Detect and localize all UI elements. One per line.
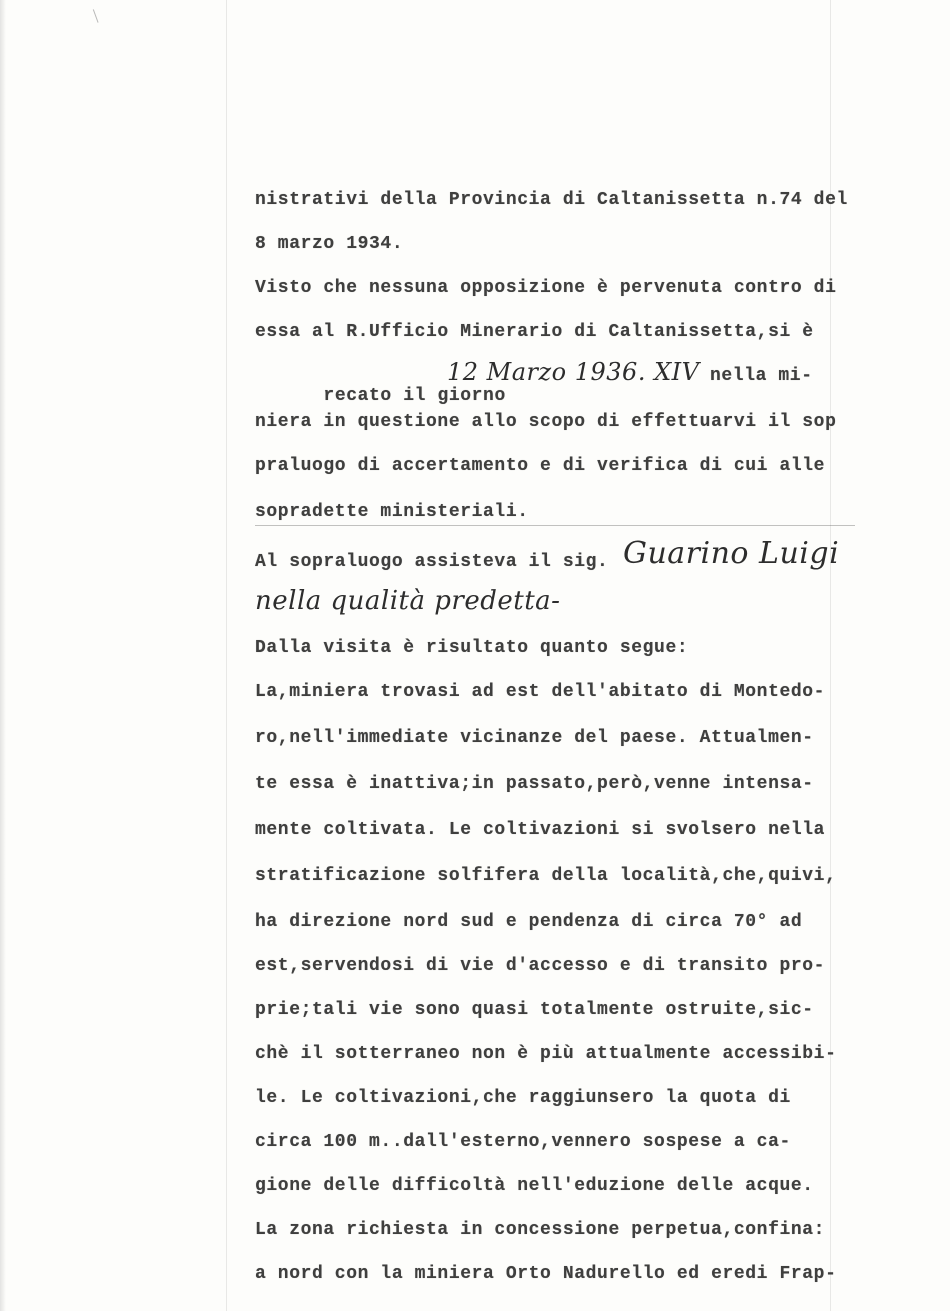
scan-mark bbox=[93, 7, 104, 23]
text-line: praluogo di accertamento e di verifica di cui alle bbox=[255, 456, 826, 476]
text-line: ro,nell'immediate vicinanze del paese. Attualmen- bbox=[255, 728, 814, 748]
text-line: a nord con la miniera Orto Nadurello ed eredi Frap- bbox=[255, 1264, 837, 1284]
text-line: La,miniera trovasi ad est dell'abitato di Montedo- bbox=[255, 682, 826, 702]
text-line: sopradette ministeriali. bbox=[255, 502, 529, 522]
text-line: 8 marzo 1934. bbox=[255, 234, 404, 254]
scan-edge-shadow bbox=[0, 0, 6, 1311]
text-line: mente coltivata. Le coltivazioni si svolsero nella bbox=[255, 820, 826, 840]
text-line: prie;tali vie sono quasi totalmente ostruite,sic- bbox=[255, 1000, 814, 1020]
page-rule-left bbox=[226, 0, 227, 1311]
text-line: chè il sotterraneo non è più attualmente accessibi- bbox=[255, 1044, 837, 1064]
text-line: nistrativi della Provincia di Caltanissetta n.74 del bbox=[255, 190, 848, 210]
text-line: ha direzione nord sud e pendenza di circa 70° ad bbox=[255, 912, 803, 932]
text-line: Visto che nessuna opposizione è pervenuta contro di bbox=[255, 278, 837, 298]
text-line: est,servendosi di vie d'accesso e di transito pro- bbox=[255, 956, 826, 976]
text-line: circa 100 m..dall'esterno,vennero sospese a ca- bbox=[255, 1132, 791, 1152]
text-line: niera in questione allo scopo di effettuarvi il sop bbox=[255, 412, 837, 432]
text-line: La zona richiesta in concessione perpetua,confina: bbox=[255, 1220, 826, 1240]
text-line: nella mi- bbox=[710, 366, 813, 386]
handwritten-line: nella qualità predetta- bbox=[255, 586, 561, 616]
text-line: te essa è inattiva;in passato,però,venne intensa- bbox=[255, 774, 814, 794]
text-line: le. Le coltivazioni,che raggiunsero la quota di bbox=[255, 1088, 791, 1108]
rule-line bbox=[255, 525, 855, 526]
handwritten-date: 12 Marzo 1936. XIV bbox=[447, 358, 700, 386]
text-line: gione delle difficoltà nell'eduzione delle acque. bbox=[255, 1176, 814, 1196]
text-line: Al sopraluogo assisteva il sig. bbox=[255, 552, 609, 572]
recato-prefix: recato il giorno bbox=[323, 386, 506, 406]
handwritten-name: Guarino Luigi bbox=[623, 536, 840, 571]
text-line: stratificazione solfifera della località,che,quivi, bbox=[255, 866, 837, 886]
text-line: Dalla visita è risultato quanto segue: bbox=[255, 638, 689, 658]
text-line: essa al R.Ufficio Minerario di Caltanissetta,si è bbox=[255, 322, 814, 342]
